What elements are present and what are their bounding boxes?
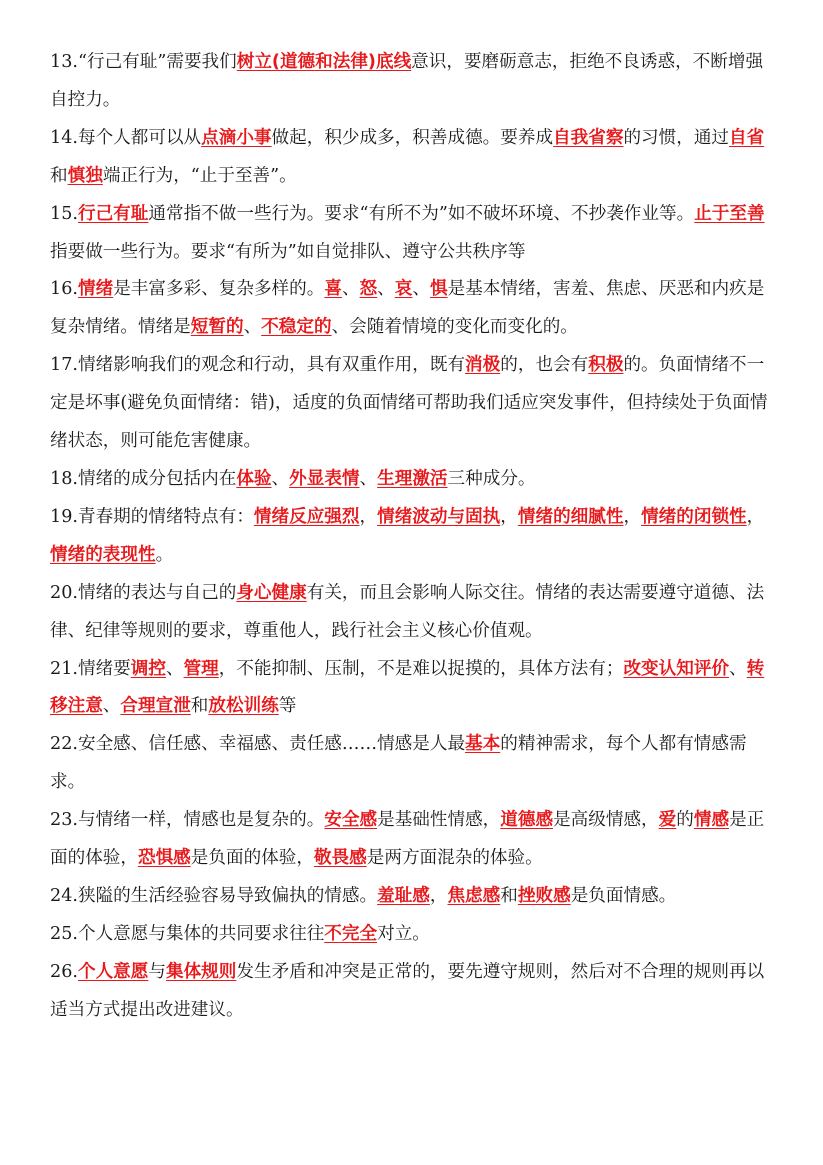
highlighted-keyword: 消极 <box>465 355 501 376</box>
text-segment: 是基本情绪，害羞、焦虑、厌恶和内疚是复杂情绪。情绪是 <box>50 279 765 338</box>
text-segment: 是高级情感， <box>553 810 659 831</box>
highlighted-keyword: 行己有耻 <box>77 203 149 224</box>
highlighted-keyword: 情绪波动与固执 <box>377 506 501 527</box>
highlighted-keyword: 怒 <box>359 279 378 300</box>
highlighted-keyword: 外显表情 <box>289 468 360 489</box>
highlighted-keyword: 自我省察 <box>553 127 624 148</box>
highlighted-keyword: 改变认知评价 <box>623 658 730 679</box>
text-segment: 的精神需求，每个人都有情感需求。 <box>50 734 747 793</box>
text-segment: 、 <box>271 468 290 489</box>
text-segment: ， <box>623 506 642 527</box>
text-segment: 和 <box>500 885 518 906</box>
highlighted-keyword: 基本 <box>465 734 501 755</box>
highlighted-keyword: 安全感 <box>324 810 378 831</box>
text-segment: 、会随着情境的变化而变化的。 <box>331 317 578 338</box>
highlighted-keyword: 情绪的闭锁性 <box>641 506 747 527</box>
text-segment: 是负面的体验， <box>190 848 314 869</box>
highlighted-keyword: 挫败感 <box>517 885 571 906</box>
highlighted-keyword: 合理宣泄 <box>120 696 191 717</box>
highlighted-keyword: 生理激活 <box>377 468 448 489</box>
highlighted-keyword: 止于至善 <box>694 203 765 224</box>
text-segment: 和 <box>190 696 209 717</box>
list-item <box>50 878 779 916</box>
highlighted-keyword: 慎独 <box>67 165 103 186</box>
text-segment: 、 <box>102 696 121 717</box>
highlighted-keyword: 情绪的细腻性 <box>517 506 624 527</box>
text-segment: 16. <box>50 279 78 300</box>
list-item <box>50 954 779 1030</box>
text-segment: 端正行为，“止于至善”。 <box>102 165 297 186</box>
list-item <box>50 575 779 651</box>
highlighted-keyword: 放松训练 <box>208 696 279 717</box>
list-item <box>50 271 779 347</box>
highlighted-keyword: 体验 <box>236 468 272 489</box>
text-segment: 通常指不做一些行为。要求“有所不为”如不破坏环境、不抄袭作业等。 <box>148 203 695 224</box>
highlighted-keyword: 集体规则 <box>165 961 237 982</box>
text-segment: 24.狭隘的生活经验容易导致偏执的情感。 <box>50 885 378 906</box>
text-segment: 21.情绪要 <box>50 658 131 679</box>
highlighted-keyword: 惧 <box>429 279 448 300</box>
highlighted-keyword: 羞耻感 <box>377 885 430 906</box>
text-segment: 有关，而且会影响人际交往。情绪的表达需要遵守道德、法律、纪律等规则的要求，尊重他人，践行社会主义核心价值观。 <box>50 582 765 641</box>
text-segment: ， <box>429 885 448 906</box>
list-item <box>50 499 779 575</box>
highlighted-keyword: 不完全 <box>324 923 378 944</box>
highlighted-keyword: 积极 <box>588 355 624 376</box>
item-list <box>50 44 779 1030</box>
text-segment: 和 <box>50 165 68 186</box>
highlighted-keyword: 喜 <box>324 279 342 300</box>
highlighted-keyword: 转移注意 <box>50 658 765 717</box>
highlighted-keyword: 敬畏感 <box>313 848 367 869</box>
highlighted-keyword: 调控 <box>130 658 166 679</box>
highlighted-keyword: 短暂的 <box>190 317 244 338</box>
highlighted-keyword: 情绪 <box>77 279 114 300</box>
list-item <box>50 196 779 272</box>
text-segment: 是两方面混杂的体验。 <box>366 848 543 869</box>
highlighted-keyword: 恐惧感 <box>137 848 191 869</box>
text-segment: 。 <box>155 544 174 565</box>
text-segment: 指要做一些行为。要求“有所为”如自觉排队、遵守公共秩序等 <box>50 241 526 262</box>
text-segment: 、 <box>377 279 395 300</box>
text-segment: 对立。 <box>377 923 430 944</box>
list-item <box>50 461 779 499</box>
list-item <box>50 916 779 954</box>
text-segment: ， <box>359 506 378 527</box>
text-segment: 的，也会有 <box>500 355 589 376</box>
highlighted-keyword: 树立(道德和法律)底线 <box>236 52 412 72</box>
text-segment: 、 <box>165 658 184 679</box>
text-segment: 的习惯，通过 <box>623 127 730 148</box>
highlighted-keyword: 焦虑感 <box>447 885 501 906</box>
highlighted-keyword: 身心健康 <box>236 582 307 603</box>
highlighted-keyword: 情绪的表现性 <box>50 544 156 565</box>
highlighted-keyword: 爱 <box>658 810 677 831</box>
text-segment: 的。负面情绪不一定是坏事(避免负面情绪：错)，适度的负面情绪可帮助我们适应突发事件，但持续处于负面情绪状态，则可能危害健康。 <box>50 355 768 452</box>
highlighted-keyword: 道德感 <box>500 810 554 831</box>
text-segment: 、 <box>359 468 378 489</box>
list-item <box>50 120 779 196</box>
highlighted-keyword: 情感 <box>693 810 730 831</box>
text-segment: 发生矛盾和冲突是正常的，要先遵守规则，然后对不合理的规则再以适当方式提出改进建议。 <box>50 961 765 1020</box>
list-item <box>50 726 779 802</box>
text-segment: 、 <box>243 317 262 338</box>
highlighted-keyword: 哀 <box>394 279 413 300</box>
text-segment: ， <box>746 506 765 527</box>
list-item <box>50 44 779 120</box>
text-segment: 18.情绪的成分包括内在 <box>50 468 237 489</box>
text-segment: 、 <box>729 658 747 679</box>
text-segment: 的 <box>676 810 694 831</box>
text-segment: 做起，积少成多，积善成德。要养成 <box>271 127 554 148</box>
text-segment: 三种成分。 <box>447 468 536 489</box>
list-item <box>50 651 779 727</box>
text-segment: 23.与情绪一样，情感也是复杂的。 <box>50 810 325 831</box>
text-segment: ， <box>500 506 518 527</box>
text-segment: 等 <box>278 696 297 717</box>
text-segment: 17.情绪影响我们的观念和行动，具有双重作用，既有 <box>50 355 466 376</box>
text-segment: 、 <box>412 279 430 300</box>
list-item <box>50 347 779 461</box>
text-segment: 、 <box>341 279 360 300</box>
highlighted-keyword: 自省 <box>729 127 765 148</box>
text-segment: 25.个人意愿与集体的共同要求往往 <box>50 923 325 944</box>
text-segment: 是负面情感。 <box>570 885 677 906</box>
text-segment: ，不能抑制、压制，不是难以捉摸的，具体方法有； <box>218 658 624 679</box>
highlighted-keyword: 管理 <box>183 658 219 679</box>
highlighted-keyword: 情绪反应强烈 <box>253 506 360 527</box>
text-segment: 15. <box>50 203 78 224</box>
text-segment: 14.每个人都可以从 <box>50 127 202 148</box>
text-segment: 是正面的体验， <box>50 810 765 869</box>
text-segment: 19.青春期的情绪特点有： <box>50 506 254 527</box>
highlighted-keyword: 个人意愿 <box>77 961 149 982</box>
text-segment: 是丰富多彩、复杂多样的。 <box>113 279 325 300</box>
text-segment: 20.情绪的表达与自己的 <box>50 582 237 603</box>
text-segment: 与 <box>148 961 166 982</box>
list-item <box>50 802 779 878</box>
text-segment: 意识，要磨砺意志，拒绝不良诱惑，不断增强自控力。 <box>50 52 764 110</box>
text-segment: 13.“行己有耻”需要我们 <box>50 52 237 72</box>
text-segment: 26. <box>50 961 78 982</box>
highlighted-keyword: 不稳定的 <box>261 317 332 338</box>
text-segment: 22.安全感、信任感、幸福感、责任感……情感是人最 <box>50 734 466 755</box>
text-segment: 是基础性情感， <box>377 810 501 831</box>
highlighted-keyword: 点滴小事 <box>201 127 272 148</box>
